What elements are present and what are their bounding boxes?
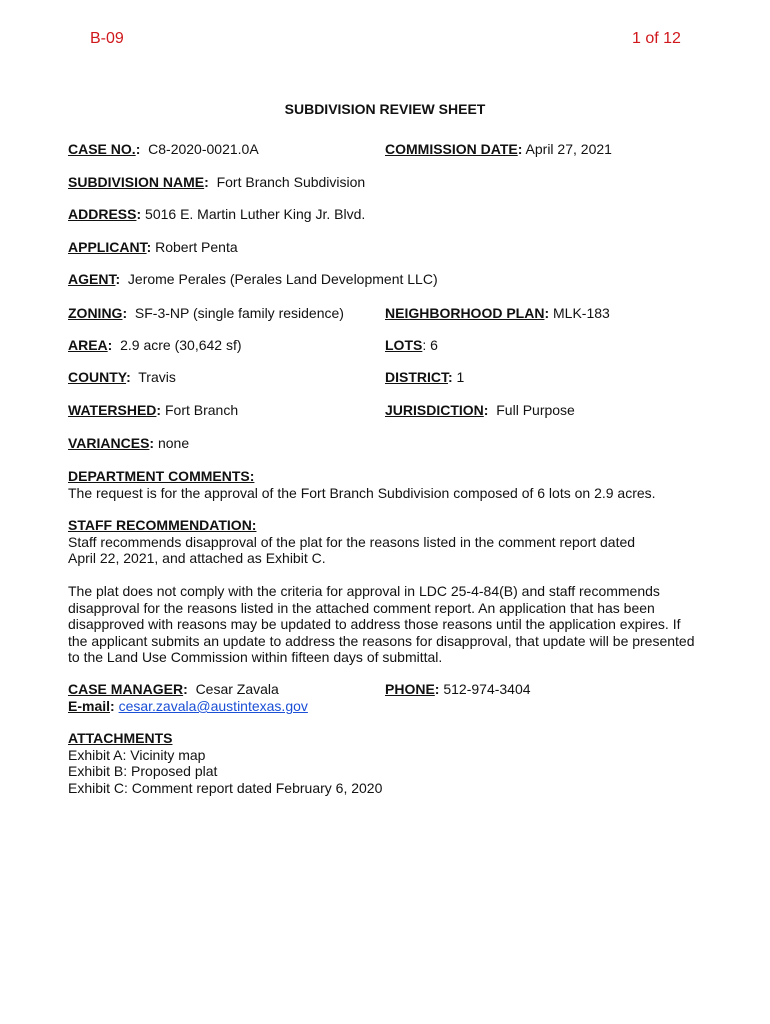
case-manager-label: CASE MANAGER bbox=[68, 681, 184, 697]
watershed-value: Fort Branch bbox=[161, 402, 239, 418]
address-colon: : bbox=[136, 206, 142, 222]
agent-colon: : bbox=[115, 271, 121, 287]
area-label: AREA bbox=[68, 337, 108, 353]
variances-colon: : bbox=[149, 435, 155, 451]
case-manager-value: Cesar Zavala bbox=[187, 681, 279, 697]
lots-field bbox=[385, 337, 438, 353]
watershed-label: WATERSHED bbox=[68, 402, 157, 418]
commission-date-value: April 27, 2021 bbox=[522, 141, 612, 157]
agent-label: AGENT bbox=[68, 271, 116, 287]
phone-colon: : bbox=[434, 681, 440, 697]
compliance-line: disapproval for the reasons listed in the attached comment report. An application that has been bbox=[68, 599, 655, 616]
compliance-line: to the Land Use Commission within fifteen days of submittal. bbox=[68, 649, 443, 665]
case-manager-colon: : bbox=[183, 681, 188, 697]
document-id: B-09 bbox=[90, 30, 124, 47]
staff-recommendation-heading: STAFF RECOMMENDATION: bbox=[68, 517, 257, 533]
commission-date-colon: : bbox=[517, 141, 523, 157]
case-no-colon: : bbox=[135, 141, 141, 157]
address-value: 5016 E. Martin Luther King Jr. Blvd. bbox=[141, 206, 366, 222]
watershed-field bbox=[68, 402, 238, 418]
applicant-value: Robert Penta bbox=[151, 239, 238, 255]
district-label: DISTRICT bbox=[385, 369, 448, 385]
compliance-line: The plat does not comply with the criteria for approval in LDC 25-4-84(B) and staff recommends bbox=[68, 583, 660, 599]
staff-recommendation-line: Staff recommends disapproval of the plat for the reasons listed in the comment report dated bbox=[68, 533, 636, 550]
case-manager-field bbox=[68, 681, 279, 697]
jurisdiction-colon: : bbox=[483, 402, 489, 418]
area-field bbox=[68, 337, 242, 353]
case-no-value: C8-2020-0021.0A bbox=[140, 141, 259, 157]
applicant-label: APPLICANT bbox=[68, 239, 147, 255]
attachments-section bbox=[68, 730, 718, 796]
address-label: ADDRESS bbox=[68, 206, 137, 222]
subdivision-name-colon: : bbox=[204, 174, 209, 190]
subdivision-name-label: SUBDIVISION NAME bbox=[68, 174, 205, 190]
county-field bbox=[68, 369, 176, 385]
address-field bbox=[68, 206, 365, 222]
district-colon: : bbox=[448, 369, 453, 385]
phone-label: PHONE bbox=[385, 681, 435, 697]
attachment-item: Exhibit B: Proposed plat bbox=[68, 763, 218, 779]
attachment-item: Exhibit A: Vicinity map bbox=[68, 746, 206, 763]
lots-colon: : bbox=[422, 337, 427, 353]
district-field bbox=[385, 369, 464, 385]
email-field bbox=[68, 698, 308, 714]
neighborhood-plan-colon: : bbox=[544, 305, 550, 321]
case-no-label: CASE NO. bbox=[68, 141, 136, 157]
applicant-colon: : bbox=[146, 239, 152, 255]
attachments-heading: ATTACHMENTS bbox=[68, 730, 173, 746]
agent-value: Jerome Perales (Perales Land Development LLC) bbox=[120, 271, 438, 287]
page-counter: 1 of 12 bbox=[632, 30, 681, 47]
variances-value: none bbox=[154, 435, 190, 451]
applicant-field bbox=[68, 239, 238, 255]
attachment-item: Exhibit C: Comment report dated February 6, 2020 bbox=[68, 779, 383, 796]
watershed-colon: : bbox=[156, 402, 162, 418]
county-value: Travis bbox=[130, 369, 176, 385]
area-value: 2.9 acre (30,642 sf) bbox=[112, 337, 242, 353]
compliance-line: the applicant submits an update to address the reasons for disapproval, that update will be presented bbox=[68, 632, 695, 649]
district-value: 1 bbox=[452, 369, 465, 385]
variances-label: VARIANCES bbox=[68, 435, 150, 451]
page-title: SUBDIVISION REVIEW SHEET bbox=[284, 101, 486, 117]
lots-label: LOTS bbox=[385, 337, 423, 353]
neighborhood-plan-field bbox=[385, 305, 610, 321]
email-link[interactable]: cesar.zavala@austintexas.gov bbox=[118, 698, 308, 714]
case-no-field bbox=[68, 141, 259, 157]
department-comments-heading: DEPARTMENT COMMENTS: bbox=[68, 468, 255, 484]
zoning-colon: : bbox=[122, 305, 128, 321]
compliance-paragraph bbox=[68, 583, 718, 666]
jurisdiction-value: Full Purpose bbox=[488, 402, 575, 418]
commission-date-label: COMMISSION DATE bbox=[385, 141, 518, 157]
staff-recommendation-line: April 22, 2021, and attached as Exhibit C. bbox=[68, 550, 326, 566]
zoning-field bbox=[68, 305, 344, 321]
phone-field bbox=[385, 681, 531, 697]
subdivision-name-field bbox=[68, 174, 365, 190]
phone-value: 512-974-3404 bbox=[439, 681, 531, 697]
neighborhood-plan-value: MLK-183 bbox=[549, 305, 610, 321]
email-label: E-mail bbox=[68, 698, 111, 714]
department-comments-text: The request is for the approval of the Fort Branch Subdivision composed of 6 lots on 2.9 acres. bbox=[68, 484, 656, 501]
county-colon: : bbox=[126, 369, 131, 385]
variances-field bbox=[68, 435, 189, 451]
zoning-value: SF-3-NP (single family residence) bbox=[127, 305, 344, 321]
department-comments-section bbox=[68, 468, 718, 501]
staff-recommendation-section bbox=[68, 517, 718, 567]
zoning-label: ZONING bbox=[68, 305, 123, 321]
county-label: COUNTY bbox=[68, 369, 127, 385]
compliance-line: disapproved with reasons may be updated to address those reasons until the application expires. If bbox=[68, 616, 681, 632]
agent-field bbox=[68, 271, 438, 287]
email-colon: : bbox=[110, 698, 115, 714]
lots-value: 6 bbox=[426, 337, 438, 353]
area-colon: : bbox=[107, 337, 113, 353]
subdivision-name-value: Fort Branch Subdivision bbox=[208, 174, 366, 190]
neighborhood-plan-label: NEIGHBORHOOD PLAN bbox=[385, 305, 545, 321]
commission-date-field bbox=[385, 141, 612, 157]
jurisdiction-label: JURISDICTION bbox=[385, 402, 484, 418]
jurisdiction-field bbox=[385, 402, 575, 418]
